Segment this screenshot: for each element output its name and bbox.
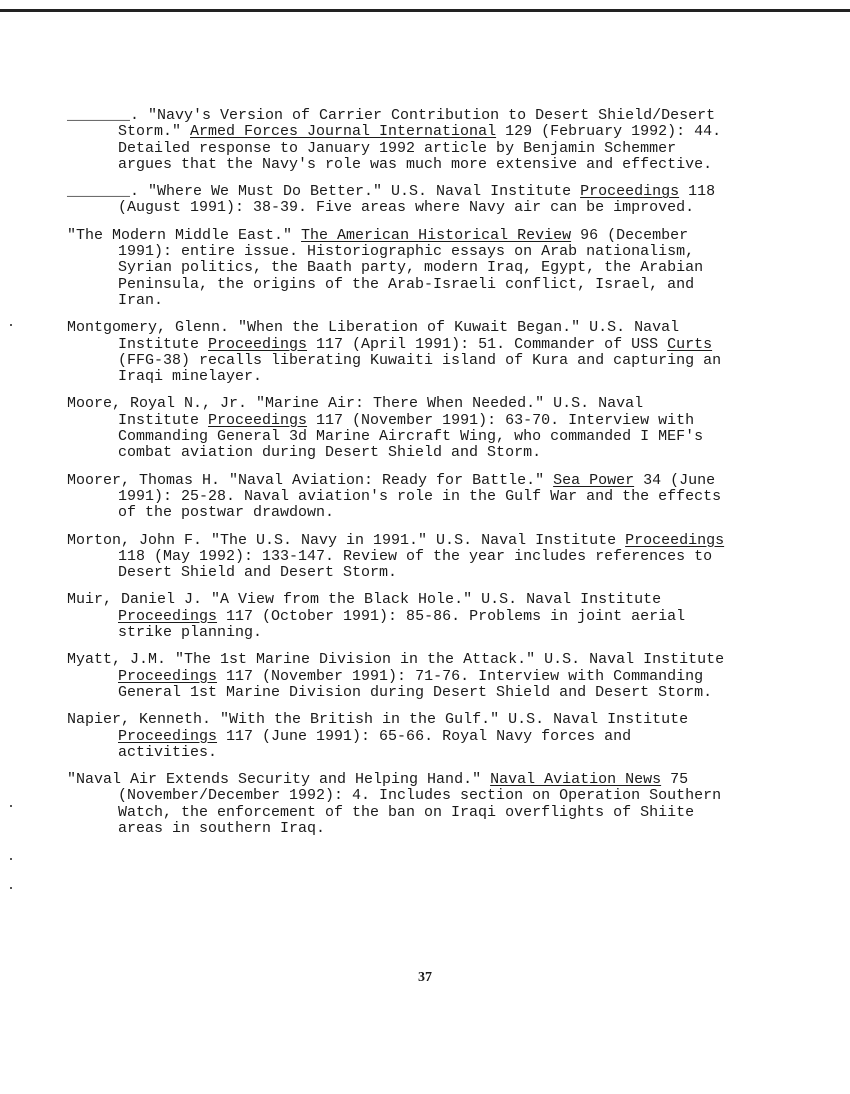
entry-text: _______. "Where We Must Do Better." U.S. Naval Institute: [67, 183, 581, 201]
entry-text: 117 (November 1991): 63-70. Interview with Commanding General 3d Marine Aircraft Wing, who commanded I MEF's combat aviation during Desert Shield and Storm.: [118, 411, 704, 462]
publication-title: Proceedings: [118, 607, 218, 625]
entry-text: _______. "Navy's Version of Carrier Contribution to Desert Shield/Desert Storm.": [67, 107, 716, 141]
entry-text: 129 (February 1992): 44. Detailed response to January 1992 article by Benjamin Schemmer argues that the Navy's role was much more extensive and effective.: [118, 123, 722, 173]
publication-title: Naval Aviation News: [490, 771, 662, 789]
entry-text: Montgomery, Glenn. "When the Liberation of Kuwait Began." U.S. Naval Institute: [67, 319, 680, 353]
publication-title: Proceedings: [208, 411, 308, 429]
bibliography-list: [67, 108, 727, 848]
bibliography-entry: [67, 396, 727, 461]
bibliography-entry: [67, 592, 727, 641]
entry-text: Moorer, Thomas H. "Naval Aviation: Ready for Battle.": [67, 471, 554, 489]
publication-title: Proceedings: [118, 727, 218, 745]
entry-text: 34 (June 1991): 25-28. Naval aviation's role in the Gulf War and the effects of the postwar drawdown.: [118, 471, 722, 522]
bibliography-entry: [67, 184, 727, 217]
entry-text: 118 (May 1992): 133-147. Review of the year includes references to Desert Shield and Desert Storm.: [118, 547, 713, 582]
bibliography-entry: [67, 228, 727, 309]
entry-text: Morton, John F. "The U.S. Navy in 1991." U.S. Naval Institute: [67, 531, 626, 549]
bibliography-entry: [67, 533, 727, 582]
top-rule: [0, 9, 850, 12]
entry-text: 117 (April 1991): 51. Commander of USS: [307, 335, 668, 353]
bibliography-entry: [67, 772, 727, 837]
publication-title: Armed Forces Journal International: [190, 123, 497, 141]
scan-speck: [10, 858, 12, 860]
entry-text: Muir, Daniel J. "A View from the Black Hole." U.S. Naval Institute: [67, 591, 662, 609]
bibliography-entry: [67, 108, 727, 173]
entry-text: 118 (August 1991): 38-39. Five areas where Navy air can be improved.: [118, 183, 716, 217]
entry-text: (FFG-38) recalls liberating Kuwaiti island of Kura and capturing an Iraqi minelayer.: [118, 351, 722, 386]
entry-text: Myatt, J.M. "The 1st Marine Division in the Attack." U.S. Naval Institute: [67, 651, 725, 669]
scan-speck: [10, 887, 12, 889]
publication-title: Proceedings: [580, 183, 680, 201]
publication-title: The American Historical Review: [301, 226, 572, 244]
scan-speck: [10, 805, 12, 807]
bibliography-entry: [67, 320, 727, 385]
entry-text: 117 (June 1991): 65-66. Royal Navy forces and activities.: [118, 727, 632, 761]
entry-text: 75 (November/December 1992): 4. Includes section on Operation Southern Watch, the enforcement of the ban on Iraqi overflights of Shiite areas in southern Iraq.: [118, 771, 722, 837]
entry-text: 96 (December 1991): entire issue. Historiographic essays on Arab nationalism, Syrian politics, the Baath party, modern Iraq, Egypt, the Arabian Peninsula, the origins of the Arab-Israeli conflict, Israel, and Iran.: [118, 226, 704, 309]
entry-text: 117 (October 1991): 85-86. Problems in joint aerial strike planning.: [118, 607, 686, 642]
publication-title: Sea Power: [553, 471, 635, 489]
entry-text: "The Modern Middle East.": [67, 226, 302, 244]
entry-text: Moore, Royal N., Jr. "Marine Air: There When Needed." U.S. Naval Institute: [67, 395, 644, 429]
publication-title: Proceedings: [625, 531, 725, 549]
publication-title: Proceedings: [208, 335, 308, 353]
page-number: 37: [418, 970, 432, 985]
ship-name: Curts: [667, 335, 713, 353]
bibliography-entry: [67, 652, 727, 701]
publication-title: Proceedings: [118, 667, 218, 685]
bibliography-entry: [67, 712, 727, 761]
entry-text: Napier, Kenneth. "With the British in the Gulf." U.S. Naval Institute: [67, 711, 689, 729]
entry-text: "Naval Air Extends Security and Helping Hand.": [67, 771, 491, 789]
scan-speck: [10, 324, 12, 326]
bibliography-entry: [67, 473, 727, 522]
entry-text: 117 (November 1991): 71-76. Interview with Commanding General 1st Marine Division during Desert Shield and Desert Storm.: [118, 667, 713, 701]
